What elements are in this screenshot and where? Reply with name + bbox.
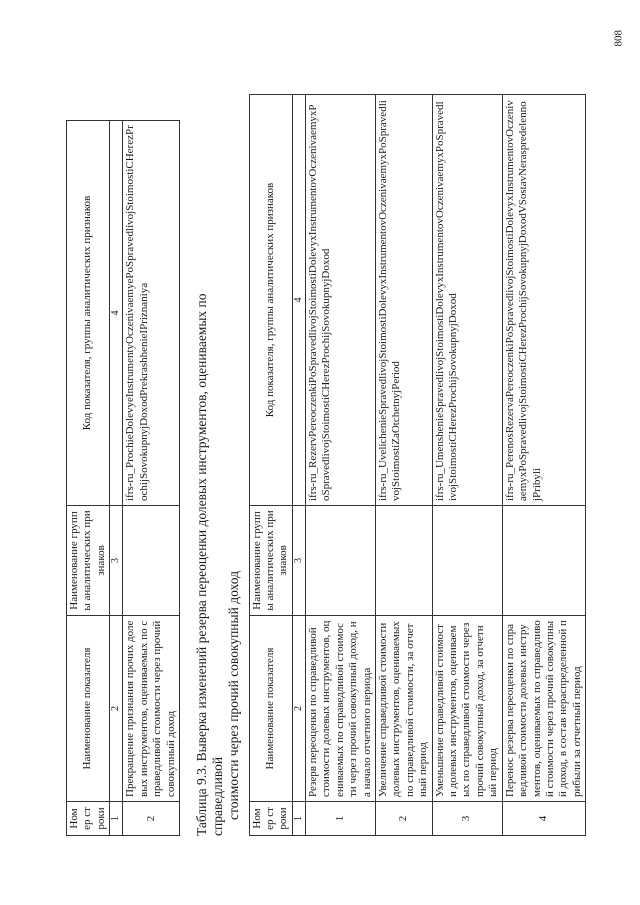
- header-indicator-name: Наименование показателя: [249, 616, 292, 802]
- table-row: [432, 95, 502, 836]
- indicator-name: Прекращение признания прочих долевых инструментов, оцениваемых по справедливой стоимости через прочий совокупный доход: [123, 616, 180, 802]
- table-top-header-row: [67, 121, 110, 836]
- indicator-name: Резерв переоценки по справедливой стоимости долевых инструментов, оцениваемых по справедливой стоимости через прочий совокупный доход, на начало отчетного периода: [306, 616, 376, 802]
- caption-line-1: Таблица 9.3. Выверка изменений резерва переоценки долевых инструментов, оцениваемых по справедливой: [194, 293, 226, 836]
- row-number: 1: [306, 802, 376, 836]
- table-caption: [194, 236, 243, 836]
- row-number: 3: [432, 802, 502, 836]
- row-number: 2: [376, 802, 433, 836]
- table-main-header-row: [249, 95, 292, 836]
- caption-line-2: стоимости через прочий совокупный доход: [226, 571, 242, 820]
- index-cell: 4: [110, 121, 123, 506]
- page-number: 808: [612, 30, 624, 47]
- indicator-code: ifrs-ru_UvelichenieSpravedlivojStoimostiDolevyxInstrumentovOczenivaemyxPoSpravedlivojStoimostiZaOtchetnyjPeriod: [376, 95, 433, 506]
- index-cell: 2: [110, 616, 123, 802]
- indicator-code: ifrs-ru_PerenosRezervaPereoczenkiPoSpravedlivojStoimostiDolevyxInstrumentovOczenivaemyxPoSpravedlivojStoimostiCHerezProchijSovokupnyjDoxodVSostavNeraspredelennojPribyli: [502, 95, 585, 506]
- group-name: [306, 506, 376, 616]
- header-indicator-name: Наименование показателя: [67, 616, 110, 802]
- group-name: [502, 506, 585, 616]
- header-code: Код показателя, группы аналитических признаков: [249, 95, 292, 506]
- table-main: [249, 94, 587, 836]
- header-group-name: Наименование группы аналитических признаков: [249, 506, 292, 616]
- header-row-number: Номер строки: [249, 802, 292, 836]
- index-cell: 4: [292, 95, 305, 506]
- index-cell: 3: [292, 506, 305, 616]
- header-code: Код показателя, группы аналитических признаков: [67, 121, 110, 506]
- group-name: [123, 506, 180, 616]
- indicator-code: ifrs-ru_ProchieDolevyeInstrumentyOczenivaemyePoSpravedlivojStoimostiCHerezProchijSovokupnyjDoxodPrekrashhenieIPriznaniya: [123, 121, 180, 506]
- index-cell: 1: [292, 802, 305, 836]
- indicator-name: Увеличение справедливой стоимости долевых инструментов, оцениваемых по справедливой стоимости, за отчетный период: [376, 616, 433, 802]
- index-cell: 1: [110, 802, 123, 836]
- indicator-code: ifrs-ru_UmenshenieSpravedlivojStoimostiDolevyxInstrumentovOczenivaemyxPoSpravedlivojStoimostiCHerezProchijSovokupnyjDoxod: [432, 95, 502, 506]
- rotated-page-content: [66, 0, 586, 836]
- header-row-number: Номер строки: [67, 802, 110, 836]
- table-top: [66, 120, 180, 836]
- group-name: [432, 506, 502, 616]
- indicator-name: Перенос резерва переоценки по справедливой стоимости долевых инструментов, оцениваемых по справедливой стоимости через прочий совокупный доход, в состав нераспределенной прибыли за отчетный период: [502, 616, 585, 802]
- table-row: [306, 95, 376, 836]
- header-group-name: Наименование группы аналитических признаков: [67, 506, 110, 616]
- table-top-index-row: [110, 121, 123, 836]
- table-row: [376, 95, 433, 836]
- table-row: [502, 95, 585, 836]
- table-main-index-row: [292, 95, 305, 836]
- table-row: [123, 121, 180, 836]
- index-cell: 2: [292, 616, 305, 802]
- indicator-name: Уменьшение справедливой стоимости долевых инструментов, оцениваемых по справедливой стоимости через прочий совокупный доход, за отчетный период: [432, 616, 502, 802]
- indicator-code: ifrs-ru_RezervPereoczenkiPoSpravedlivojStoimostiDolevyxInstrumentovOczenivaemyxPoSpravedlivojStoimostiCHerezProchijSovokupnyjDoxod: [306, 95, 376, 506]
- row-number: 4: [502, 802, 585, 836]
- row-number: 2: [123, 802, 180, 836]
- group-name: [376, 506, 433, 616]
- index-cell: 3: [110, 506, 123, 616]
